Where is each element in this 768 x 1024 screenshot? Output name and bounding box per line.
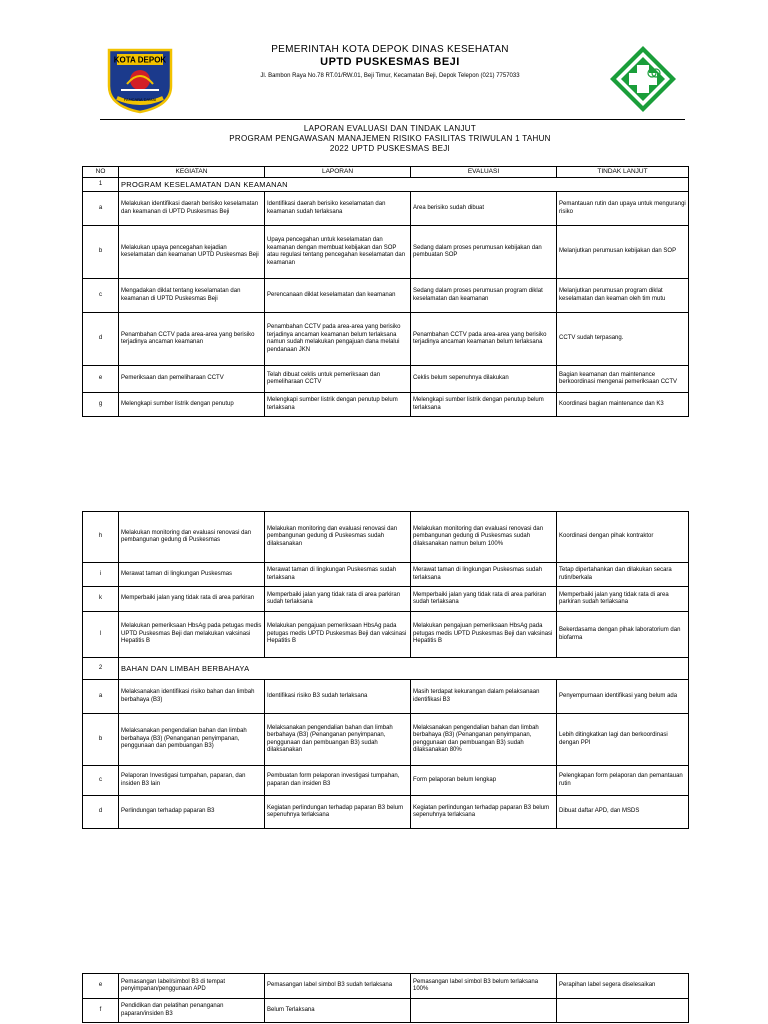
cell-tindak-lanjut: Pemantauan rutin dan upaya untuk mengurangi risiko [557,192,689,226]
table-row [83,192,689,226]
cell-evaluasi: Masih terdapat kekurangan dalam pelaksanaan identifikasi B3 [411,680,557,714]
table-row [83,366,689,393]
cell-tindak-lanjut: Koordinasi dengan pihak kontraktor [557,512,689,563]
cell-kegiatan: Pemeriksaan dan pemeliharaan CCTV [119,366,265,393]
cell-no: e [83,974,119,999]
cell-no: d [83,796,119,829]
cell-kegiatan: Melakukan pemeriksaan HbsAg pada petugas medis UPTD Puskesmas Beji dan melakukan vaksinasi Hepatitis B [119,612,265,658]
cell-laporan: Perencanaan diklat keselamatan dan keamanan [265,279,411,313]
cell-evaluasi: Memperbaiki jalan yang tidak rata di area parkiran sudah terlaksana [411,587,557,612]
table-row [83,796,689,829]
cell-evaluasi: Kegiatan perlindungan terhadap paparan B3 belum sepenuhnya terlaksana [411,796,557,829]
cell-evaluasi [411,999,557,1023]
title-line-3: 2022 UPTD PUSKESMAS BEJI [329,144,451,153]
cell-laporan: Pemasangan label simbol B3 sudah terlaksana [265,974,411,999]
cell-no: l [83,612,119,658]
cell-kegiatan: Penambahan CCTV pada area-area yang berisiko terjadinya ancaman keamanan [119,313,265,366]
table-row [83,512,689,563]
cell-evaluasi: Melengkapi sumber listrik dengan penutup belum terlaksana [411,393,557,417]
cell-laporan: Melaksanakan pengendalian bahan dan limbah berbahaya (B3) (Penanganan penyimpanan, penggunaan dan pembuangan B3) sudah dilaksanakan [265,714,411,766]
letterhead [0,0,768,125]
cell-kegiatan: Melakukan upaya pencegahan kejadian keselamatan dan keamanan UPTD Puskesmas Beji [119,226,265,279]
cell-evaluasi: Melakukan pengajuan pemeriksaan HbsAg pada petugas medis UPTD Puskesmas Beji dan vaksinasi Hepatitis B [411,612,557,658]
cell-kegiatan: Melaksanakan pengendalian bahan dan limbah berbahaya (B3) (Penanganan penyimpanan, penggunaan dan pembuangan B3) [119,714,265,766]
cell-laporan: Identifikasi risiko B3 sudah terlaksana [265,680,411,714]
table-row [83,680,689,714]
header-no: NO [83,167,119,178]
header-laporan: LAPORAN [265,167,411,178]
table-row [83,279,689,313]
cell-evaluasi: Pemasangan label simbol B3 belum terlaksana 100% [411,974,557,999]
cell-laporan: Memperbaiki jalan yang tidak rata di area parkiran sudah terlaksana [265,587,411,612]
cell-kegiatan: Melakukan identifikasi daerah berisiko keselamatan dan keamanan di UPTD Puskesmas Beji [119,192,265,226]
cell-tindak-lanjut: Tetap dipertahankan dan dilakukan secara rutin/berkala [557,563,689,587]
section-title: PROGRAM KESELAMATAN DAN KEAMANAN [119,178,689,192]
cell-no: i [83,563,119,587]
cell-no: k [83,587,119,612]
cell-kegiatan: Melengkapi sumber listrik dengan penutup [119,393,265,417]
cell-kegiatan: Mengadakan diklat tentang keselamatan dan keamanan di UPTD Puskesmas Beji [119,279,265,313]
cell-laporan: Identifikasi daerah berisiko keselamatan dan keamanan sudah terlaksana [265,192,411,226]
cell-no: f [83,999,119,1023]
cell-tindak-lanjut [557,999,689,1023]
report-table-page-3 [82,973,689,1023]
cell-no: a [83,680,119,714]
header-evaluasi: EVALUASI [411,167,557,178]
cell-laporan: Merawat taman di lingkungan Puskesmas sudah terlaksana [265,563,411,587]
government-name: PEMERINTAH KOTA DEPOK DINAS KESEHATAN [271,44,509,55]
cell-no: a [83,192,119,226]
cell-no: h [83,512,119,563]
table-row [83,563,689,587]
cell-evaluasi: Form pelaporan belum lengkap [411,766,557,796]
cell-evaluasi: Sedang dalam proses perumusan program diklat keselamatan dan keamanan [411,279,557,313]
cell-evaluasi: Melaksanakan pengendalian bahan dan limbah berbahaya (B3) (Penanganan penyimpanan, penggunaan dan pembuangan B3) sudah dilaksanakan 80% [411,714,557,766]
section-row [83,658,689,680]
document-title [160,124,620,154]
cell-kegiatan: Pelaporan Investigasi tumpahan, paparan, dan insiden B3 lain [119,766,265,796]
cell-laporan: Pembuatan form pelaporan investigasi tumpahan, paparan dan insiden B3 [265,766,411,796]
cell-kegiatan: Melakukan monitoring dan evaluasi renovasi dan pembangunan gedung di Puskesmas [119,512,265,563]
puskesmas-logo-icon [608,44,678,114]
cell-no: c [83,766,119,796]
section-no: 2 [83,658,119,680]
cell-no: c [83,279,119,313]
institution-name: UPTD PUSKESMAS BEJI [320,56,460,68]
cell-kegiatan: Perlindungan terhadap paparan B3 [119,796,265,829]
cell-tindak-lanjut: Koordinasi bagian maintenance dan K3 [557,393,689,417]
table-row [83,313,689,366]
cell-no: g [83,393,119,417]
cell-kegiatan: Memperbaiki jalan yang tidak rata di area parkiran [119,587,265,612]
title-line-1: LAPORAN EVALUASI DAN TINDAK LANJUT [303,124,477,133]
table-row [83,999,689,1023]
cell-no: b [83,714,119,766]
emblem-motto: PANCARA DAMAI [123,97,157,102]
cell-laporan: Belum Terlaksana [265,999,411,1023]
cell-evaluasi: Merawat taman di lingkungan Puskesmas sudah terlaksana [411,563,557,587]
cell-laporan: Melengkapi sumber listrik dengan penutup belum terlaksana [265,393,411,417]
cell-tindak-lanjut: Bekerdasama dengan pihak laboratorium dan biofarma [557,612,689,658]
cell-tindak-lanjut: Melanjutkan perumusan kebijakan dan SOP [557,226,689,279]
cell-evaluasi: Sedang dalam proses perumusan kebijakan dan pembuatan SOP [411,226,557,279]
cell-laporan: Melakukan monitoring dan evaluasi renovasi dan pembangunan gedung di Puskesmas sudah dilaksanakan [265,512,411,563]
kota-depok-emblem [103,46,177,114]
title-line-2: PROGRAM PENGAWASAN MANAJEMEN RISIKO FASILITAS TRIWULAN 1 TAHUN [229,134,551,143]
cell-tindak-lanjut: Perapihan label segera diselesaikan [557,974,689,999]
table-row [83,226,689,279]
cell-laporan: Kegiatan perlindungan terhadap paparan B3 belum sepenuhnya terlaksana [265,796,411,829]
cell-kegiatan: Pendidikan dan pelatihan penanganan paparan/insiden B3 [119,999,265,1023]
report-table-page-2 [82,511,689,829]
cell-laporan: Telah dibuat ceklis untuk pemeriksaan dan pemeliharaan CCTV [265,366,411,393]
cell-evaluasi: Ceklis belum sepenuhnya dilakukan [411,366,557,393]
address: Jl. Bambon Raya No.78 RT.01/RW.01, Beji Timur, Kecamatan Beji, Depok Telepon (021) 7757033 [260,73,520,79]
header-divider [100,119,685,120]
cell-no: d [83,313,119,366]
table-row [83,393,689,417]
table-row [83,714,689,766]
section-title: BAHAN DAN LIMBAH BERBAHAYA [119,658,689,680]
header-kegiatan: KEGIATAN [119,167,265,178]
cell-tindak-lanjut: Memperbaiki jalan yang tidak rata di area parkiran sudah terlaksana [557,587,689,612]
table-row [83,612,689,658]
cell-evaluasi: Penambahan CCTV pada area-area yang berisiko terjadinya ancaman keamanan belum terlaksana [411,313,557,366]
table-row [83,587,689,612]
cell-tindak-lanjut: Melanjutkan perumusan program diklat keselamatan dan keaman oleh tim mutu [557,279,689,313]
cell-no: b [83,226,119,279]
report-table-page-1 [82,166,689,417]
cell-tindak-lanjut: CCTV sudah terpasang. [557,313,689,366]
cell-laporan: Upaya pencegahan untuk keselamatan dan keamanan dengan membuat kebijakan dan SOP atau regulasi tentang pencegahan keselamatan dan keamanan [265,226,411,279]
cell-tindak-lanjut: Pelengkapan form pelaporan dan pemantauan rutin [557,766,689,796]
section-no: 1 [83,178,119,192]
cell-laporan: Melakukan pengajuan pemeriksaan HbsAg pada petugas medis UPTD Puskesmas Beji dan vaksinasi Hepatitis B [265,612,411,658]
cell-tindak-lanjut: Dibuat daftar APD, dan MSDS [557,796,689,829]
cell-evaluasi: Melakukan monitoring dan evaluasi renovasi dan pembangunan gedung di Puskesmas sudah dilaksanakan namun belum 100% [411,512,557,563]
cell-kegiatan: Melaksanakan identifikasi risiko bahan dan limbah berbahaya (B3) [119,680,265,714]
cell-tindak-lanjut: Lebih ditingkatkan lagi dan berkoordinasi dengan PPI [557,714,689,766]
cell-evaluasi: Area berisiko sudah dibuat [411,192,557,226]
emblem-text: KOTA DEPOK [113,55,167,65]
header-tindak-lanjut: TINDAK LANJUT [557,167,689,178]
cell-tindak-lanjut: Penyempurnaan identifikasi yang belum ada [557,680,689,714]
cell-laporan: Penambahan CCTV pada area-area yang berisiko terjadinya ancaman keamanan belum terlaksana namun sudah melakukan pengajuan dana melalui pendanaan JKN [265,313,411,366]
cell-tindak-lanjut: Bagian keamanan dan maintenance berkoordinasi mengenai pemeriksaan CCTV [557,366,689,393]
cell-no: e [83,366,119,393]
cell-kegiatan: Merawat taman di lingkungan Puskesmas [119,563,265,587]
table-row [83,974,689,999]
cell-kegiatan: Pemasangan label/simbol B3 di tempat penyimpanan/penggunaan APD [119,974,265,999]
table-row [83,766,689,796]
section-row [83,178,689,192]
